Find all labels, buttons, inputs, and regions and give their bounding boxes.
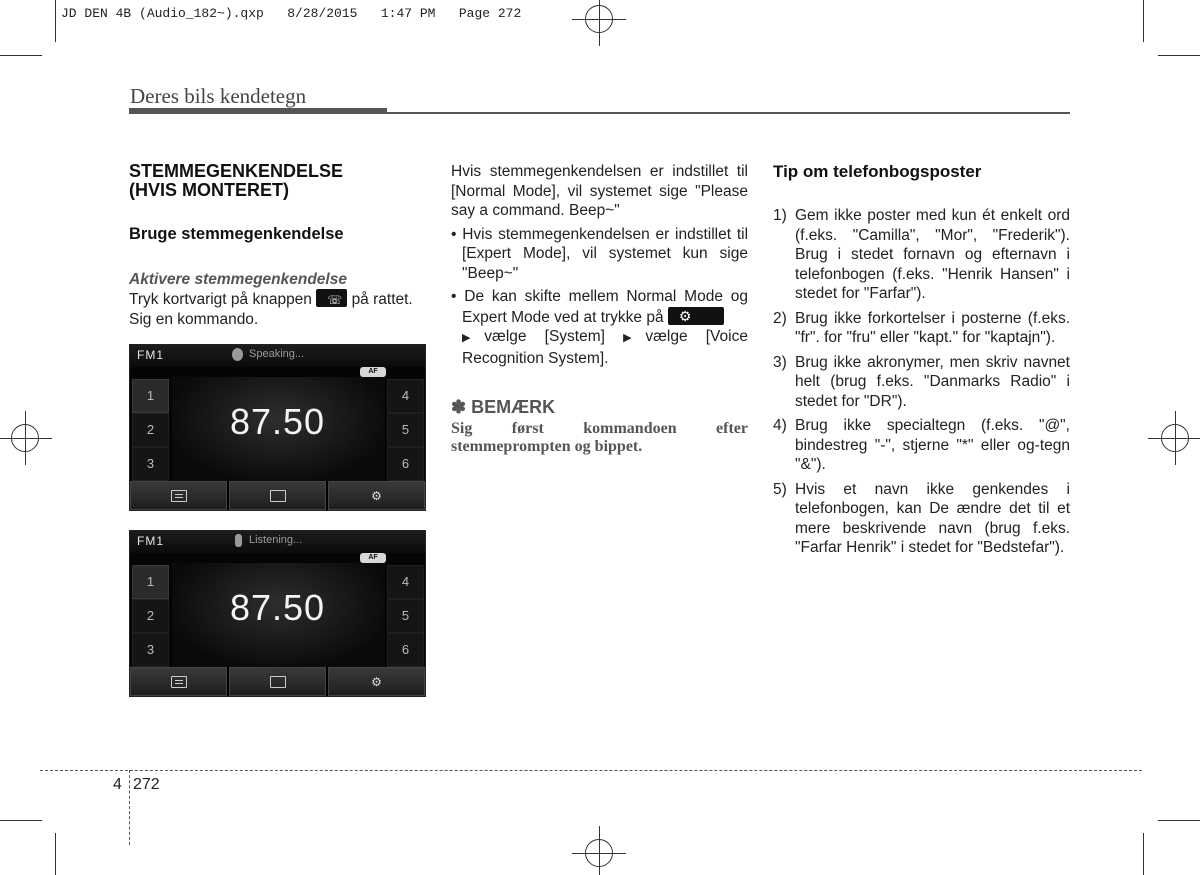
activation-instruction	[129, 289, 426, 329]
normal-mode-text: Hvis stemmegenkendelsen er indstillet til [Normal Mode], vil systemet sige "Please say a command. Beep~"	[451, 163, 748, 219]
crop-mark-bottom-right-h	[1158, 820, 1200, 821]
preset-button[interactable]: 6	[387, 447, 424, 481]
autostore-button[interactable]	[229, 481, 326, 510]
voice-system-menu: [Voice Recognition System].	[462, 328, 748, 367]
chapter-number: 4	[113, 776, 122, 793]
preset-button[interactable]: 3	[132, 447, 169, 481]
bullet-text: De kan skifte mellem Normal Mode og Expert Mode ved at trykke på	[462, 288, 748, 326]
select-word: vælge	[484, 328, 527, 345]
list-item	[773, 206, 1070, 304]
preset-button[interactable]: 6	[387, 633, 424, 667]
header-rule-thick	[129, 108, 387, 114]
sub-heading: Bruge stemmegenkendelse	[129, 225, 344, 243]
crop-mark-bottom-left-h	[0, 820, 42, 821]
crop-mark-bottom-left-v	[55, 833, 56, 875]
footer-rule	[40, 770, 1142, 771]
microphone-icon	[235, 534, 242, 547]
registration-mark-top	[585, 5, 613, 33]
bullet-switch-mode: • De kan skifte mellem Normal Mode og Expert Mode ved at trykke på ⚙ ▶vælge [System] ▶vælge [Voice Recognition System].	[451, 288, 748, 367]
list-text: Gem ikke poster med kun ét enkelt ord (f.eks. "Camilla", "Mor", "Frederik"). Brug i stedet fornavn og efternavn i telefonbogen (f.eks. "Henrik Hansen" i stedet for "Farfar").	[795, 207, 1070, 302]
list-text: Hvis et navn ikke genkendes i telefonbogen, kan De ændre det til et mere beskrivende navn (brug f.eks. "Farfar Henrik" i stedet for "Bedstefar").	[795, 480, 1070, 556]
radio-screen-listening	[129, 530, 426, 697]
gear-icon: ⚙	[371, 488, 382, 503]
preset-button[interactable]: 4	[387, 565, 424, 599]
footer-vertical-rule	[129, 770, 130, 845]
frequency-display: 87.50	[229, 587, 326, 628]
list-number: 3)	[773, 353, 787, 371]
section-title: Deres bils kendetegn	[130, 84, 307, 108]
af-badge: AF	[360, 367, 386, 377]
crop-mark-bottom-right-v	[1143, 833, 1144, 875]
list-text: Brug ikke forkortelser i posterne (f.eks. "fr". for "fru" eller "kapt." for "kaptajn").	[795, 309, 1070, 346]
radio-screen-speaking	[129, 344, 426, 511]
registration-mark-bottom	[585, 839, 613, 867]
italic-heading: Aktivere stemmegenkendelse	[129, 270, 347, 288]
column-modes	[451, 162, 748, 456]
list-number: 4)	[773, 417, 787, 434]
list-number: 1)	[773, 207, 787, 224]
speaker-head-icon	[232, 348, 243, 361]
page-number: 272	[133, 776, 160, 793]
autostore-icon	[270, 490, 286, 502]
autostore-button[interactable]	[229, 667, 326, 696]
station-list-button[interactable]	[130, 481, 227, 510]
main-heading-line2: (HVIS MONTERET)	[129, 180, 289, 200]
list-item	[773, 309, 1070, 348]
list-item	[773, 353, 1070, 412]
settings-button[interactable]	[328, 667, 425, 696]
voice-button-icon: ☏	[316, 289, 347, 307]
registration-mark-left	[11, 424, 39, 452]
preset-button[interactable]: 4	[387, 379, 424, 413]
crop-mark-top-left-h	[0, 55, 42, 56]
preset-button[interactable]: 5	[387, 413, 424, 447]
preset-button[interactable]: 5	[387, 599, 424, 633]
station-list-icon	[171, 676, 187, 688]
bullet-text: Hvis stemmegenkendelsen er indstillet til [Expert Mode], vil systemet kun sige "Beep~"	[462, 225, 749, 282]
arrow-right-icon: ▶	[623, 332, 646, 344]
settings-button[interactable]	[328, 481, 425, 510]
af-badge: AF	[360, 553, 386, 563]
band-label: FM1	[137, 348, 164, 362]
main-heading	[129, 162, 426, 200]
frequency-display: 87.50	[229, 401, 326, 442]
instruction-line2: Sig en kommando.	[129, 310, 259, 328]
bullet-expert-mode: • Hvis stemmegenkendelsen er indstillet til [Expert Mode], vil systemet kun sige "Beep~"	[451, 225, 749, 282]
band-label: FM1	[137, 534, 164, 548]
preset-button[interactable]: 3	[132, 633, 169, 667]
instruction-text-before: Tryk kortvarigt på knappen	[129, 291, 312, 308]
list-text: Brug ikke specialtegn (f.eks. "@", bindestreg "-", stjerne "*" eller og-tegn "&").	[795, 417, 1070, 473]
registration-mark-right	[1161, 424, 1189, 452]
list-number: 2)	[773, 309, 787, 327]
note-body	[451, 420, 748, 456]
list-item	[773, 416, 1070, 475]
station-list-button[interactable]	[130, 667, 227, 696]
preset-button[interactable]: 2	[132, 599, 169, 633]
status-text: Speaking...	[249, 348, 305, 360]
header-rule-thin	[387, 112, 1070, 114]
status-text: Listening...	[249, 534, 303, 546]
list-item	[773, 480, 1070, 558]
soft-key-bar	[130, 667, 425, 696]
autostore-icon	[270, 676, 286, 688]
crop-mark-top-left-v	[55, 0, 56, 42]
system-menu: [System]	[544, 328, 605, 345]
list-number: 5)	[773, 480, 787, 498]
print-slug: JD DEN 4B (Audio_182~).qxp 8/28/2015 1:47 PM Page 272	[61, 6, 522, 21]
column-voice-recognition	[129, 162, 426, 329]
column-phonebook-tips	[773, 162, 1070, 563]
instruction-text-after: på rattet.	[351, 291, 413, 308]
crop-mark-top-right-h	[1158, 55, 1200, 56]
station-list-icon	[171, 490, 187, 502]
note-line1: Sig først kommandoen efter	[451, 419, 748, 437]
arrow-right-icon: ▶	[462, 332, 485, 344]
tip-title: Tip om telefonbogsposter	[773, 162, 982, 181]
select-word: vælge	[645, 328, 688, 345]
crop-mark-top-right-v	[1143, 0, 1144, 42]
note-title: ✽ BEMÆRK	[451, 397, 556, 417]
gear-icon: ⚙	[371, 674, 382, 689]
preset-button[interactable]: 1	[132, 379, 169, 413]
setup-button-icon: ⚙	[668, 307, 724, 325]
preset-button[interactable]: 1	[132, 565, 169, 599]
tip-list	[773, 206, 1070, 558]
main-heading-line1: STEMMEGENKENDELSE	[129, 161, 344, 181]
soft-key-bar	[130, 481, 425, 510]
list-text: Brug ikke akronymer, men skriv navnet helt (brug f.eks. "Danmarks Radio" i stedet for "DR").	[795, 353, 1070, 410]
preset-button[interactable]: 2	[132, 413, 169, 447]
note-line2: stemmeprompten og bippet.	[451, 437, 643, 455]
